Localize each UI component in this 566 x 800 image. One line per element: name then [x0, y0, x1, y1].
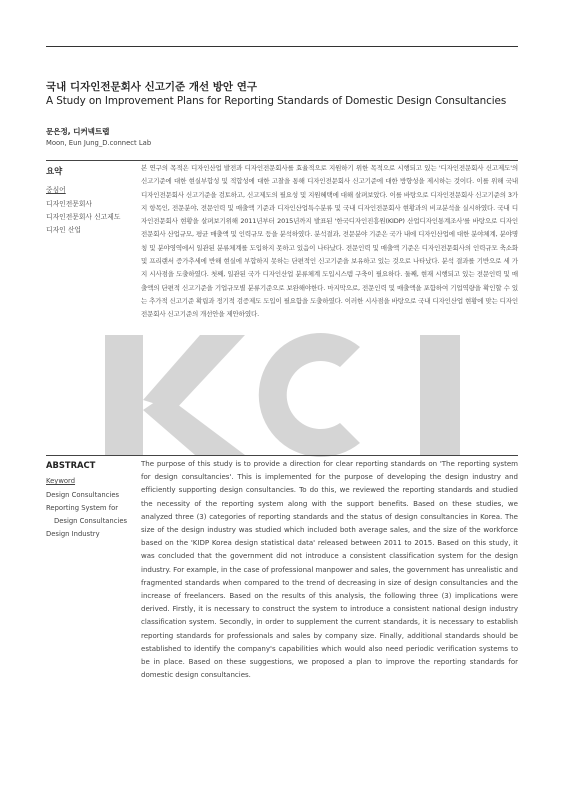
korean-keyword: 디자인전문회사 신고제도 [46, 213, 121, 221]
english-keyword: Design Consultancies [46, 491, 120, 499]
korean-keyword: 디자인전문회사 [46, 200, 92, 208]
korean-abstract-body: 본 연구의 목적은 디자인산업 발전과 디자인전문회사를 효율적으로 지원하기 위한 목적으로 시행되고 있는 '디자인전문회사 신고제도'의 신고기준에 대한 현실부합성 및 적합성에 대한 고찰을 통해 디자인전문회사 신고기준에 대한 방향성을 제시하는 것이다. 이를 위해 국내 디자인전문회사 신고기준을 검토하고, 신고제도의 필요성 및 지원혜택에 대해 살펴보았다. 이를 바탕으로 디자인전문회사 신고기준의 3가지 항목인, 전문분야, 전문인력 및 매출액 기준과 디자인산업특수분류 및 국내 디자인전문회사 현황과의 비교분석을 실시하였다. 국내 디자인전문회사 현황을 살펴보기위해 2011년부터 2015년까지 발표된 '한국디자인진흥원(KIDP) 산업디자인통계조사'를 바탕으로 디자인전문회사 산업규모, 평균 매출액 및 인력규모 등을 분석하였다. 분석결과, 전문분야 기준은 국가 내에 디자인산업에 대한 분야체계, 분야명칭 및 분야영역에서 일관된 분류체계를 도입하지 못하고 있음이 나타났다. 전문인력 및 매출액 기준은 디자인전문회사의 인력규모 축소화 및 프리랜서 증가추세에 반해 현실에 부합하지 못하는 단편적인 신고기준을 보유하고 있는 것으로 나타났다. 분석 결과를 기반으로 세 가지 시사점을 도출하였다. 첫째, 일관된 국가 디자인산업 분류체계 도입시스템 구축이 필요하다. 둘째, 현재 시행되고 있는 전문인력 및 매출액의 단편적 신고기준을 기업규모별 분류기준으로 보완해야한다. 마지막으로, 전문인력 및 매출액을 포함하여 기업역량을 확인할 수 있는 추가적 신고기준 확립과 정기적 검증제도 도입이 필요함을 도출하였다. 이러한 시사점을 바탕으로 국내 디자인산업 현황에 맞는 디자인전문회사 신고기준의 개선안을 제안하였다. [141, 164, 518, 319]
english-abstract-sidebar [46, 460, 136, 541]
korean-abstract-rule [46, 160, 518, 161]
korean-keyword-label: 중심어 [46, 186, 66, 194]
title-english: A Study on Improvement Plans for Reporting Standards of Domestic Design Consultancies [46, 95, 507, 107]
korean-abstract-sidebar [46, 165, 136, 237]
kci-watermark-logo [95, 315, 475, 465]
english-keyword: Design Consultancies [54, 517, 128, 525]
english-keyword: Reporting System for [46, 504, 119, 512]
english-abstract-body: The purpose of this study is to provide a direction for clear reporting standards on 'The reporting system for design consultancies'. This is implemented for the purpose of developing the design industry and efficiently supporting design consultancies. To do this, we reviewed the reporting standards and studied the necessity of the reporting system along with the support benefits. Based on these studies, we analyzed three (3) categories of reporting standards and the status of design consultancies in Korea. The size of the design industry was studied which included both average sales, and the size of the workforce based on the 'KIDP Korea design statistical data' released between 2011 to 2015. Based on this study, it was concluded that the government did not introduce a consistent classification system for the design industry. For example, in the case of professional manpower and sales, the government has unrealistic and fragmented standards when compared to the trend of decreasing in size of design consultancies and the increase of freelancers. Based on the results of this analysis, the following three (3) implications were derived. Firstly, it is necessary to construct the system to introduce a consistent national design industry classification system. Secondly, in order to supplement the current standards, it is necessary to establish reporting standards for professionals and sales by company size. Finally, additional standards should be established to identify the company's capabilities which would also need periodic verification systems to be in place. Based on these suggestions, we proposed a plan to improve the reporting standards for domestic design consultancies. [141, 459, 518, 680]
korean-keyword: 디자인 산업 [46, 226, 81, 234]
english-keyword: Design Industry [46, 530, 100, 538]
authors-english: Moon, Eun Jung_D.connect Lab [46, 139, 152, 147]
authors-korean: 문은정, 디커넥트랩 [46, 127, 110, 136]
top-rule [46, 46, 518, 47]
english-keyword-label: Keyword [46, 477, 76, 485]
english-abstract-heading: ABSTRACT [46, 460, 96, 470]
english-abstract-rule [46, 455, 518, 456]
korean-abstract-heading: 요약 [46, 166, 63, 176]
title-korean: 국내 디자인전문회사 신고기준 개선 방안 연구 [46, 81, 257, 93]
